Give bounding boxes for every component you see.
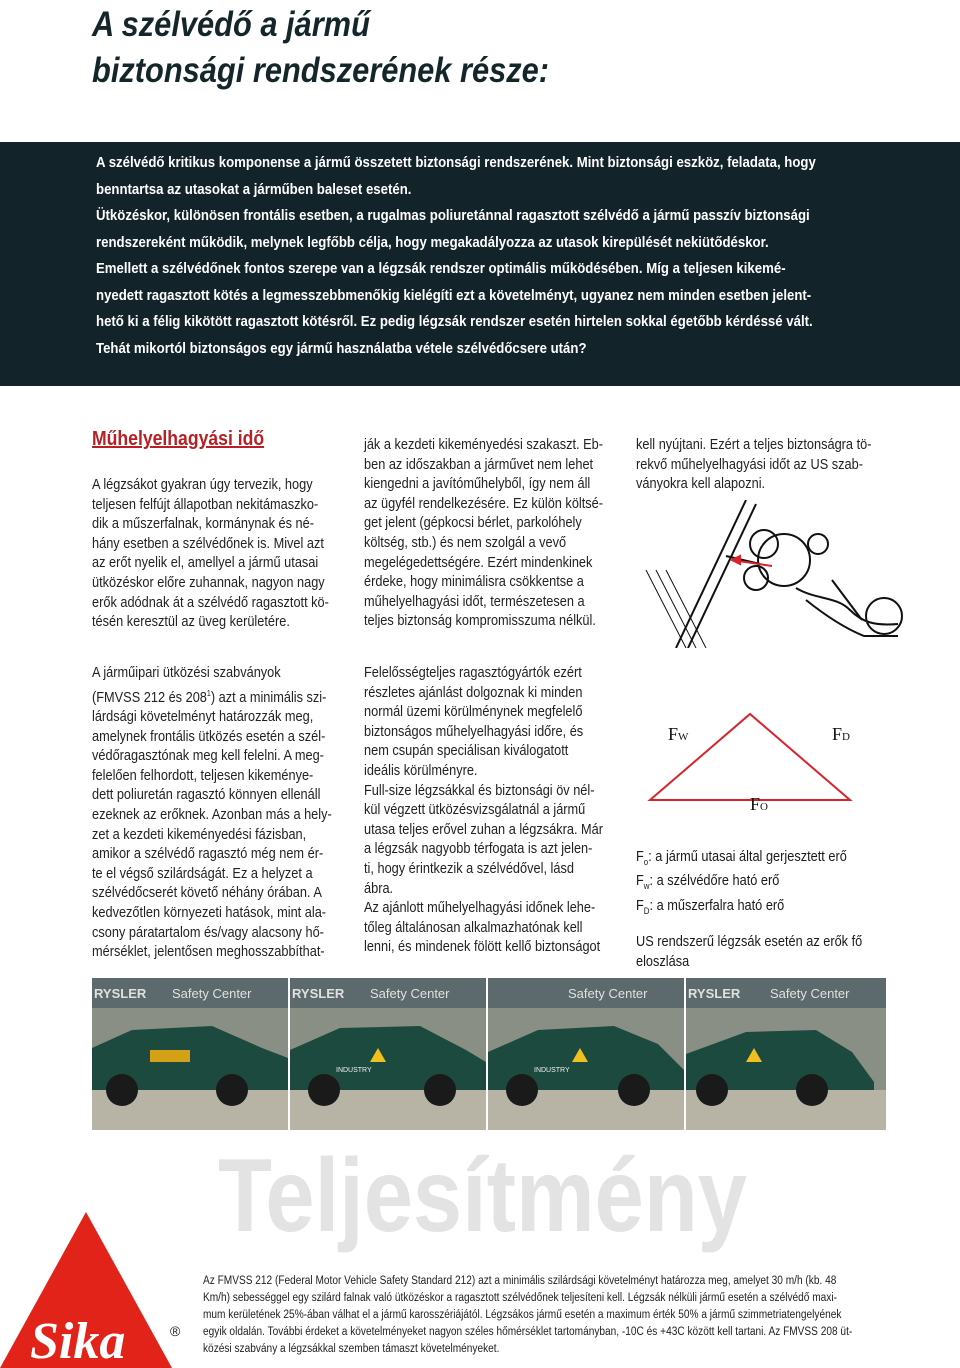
force-triangle-diagram — [636, 700, 960, 820]
crash-test-photos — [92, 978, 886, 1130]
text-line: ben az időszakban a járművet nem lehet — [364, 456, 594, 473]
text-line: normál üzemi körülménynek megfelelő — [364, 704, 583, 721]
label-f: F — [750, 794, 761, 814]
text-line: dett poliuretán ragasztó könnyen ellenáll — [92, 787, 321, 804]
text-line: az ügyfél rendelkezésére. Ez külön költsé- — [364, 495, 604, 512]
airbag-illustration — [636, 500, 960, 648]
legend-row — [636, 848, 862, 872]
footnote — [203, 1273, 872, 1358]
label-f: F — [668, 724, 679, 744]
title-line-1: A szélvédő a jármű — [92, 5, 370, 44]
intro-line: benntartsa az utasokat a járműben baleset esetén. — [96, 180, 412, 198]
text-line: ütközéskor előre zuhannak, nagyon nagy — [92, 574, 325, 591]
text-line: ábra. — [364, 880, 394, 897]
force-triangle — [650, 714, 850, 800]
column-3-top — [636, 436, 891, 495]
label-sub: O — [760, 801, 768, 813]
legend-text: : a műszerfalra ható erő — [649, 897, 785, 914]
performance-watermark: Teljesítmény — [218, 1138, 747, 1254]
windshield-line — [688, 504, 756, 648]
sika-logo — [0, 1212, 192, 1368]
footnote-marker: 1 — [206, 688, 211, 698]
label-sub: W — [678, 731, 689, 743]
legend-caption: eloszlása — [636, 954, 690, 971]
text-line: kiengedni a javítóműhelyből, így nem áll — [364, 476, 591, 493]
text-line: felelően felhordott, teljesen kikeményе- — [92, 767, 314, 784]
label-fo — [750, 794, 768, 814]
text-span: (FMVSS 212 és 208 — [92, 689, 207, 706]
text-line: erők adódnak át a szélvédő ragasztott kö- — [92, 594, 329, 611]
intro-line: rendszereként működik, melynek legfőbb célja, hogy megakadályozza az utasok kirepülését nekiütődéskor. — [96, 233, 769, 251]
car-tag-text: INDUSTRY — [336, 1067, 372, 1074]
text-line: részletes ajánlást dolgoznak ki minden — [364, 684, 583, 701]
footnote-line: Az FMVSS 212 (Federal Motor Vehicle Safety Standard 212) azt a minimális szilárdsági követelményt határozza meg, amelyet 30 m/h (kb. 48 — [203, 1275, 837, 1287]
text-line: amelynek frontális ütközés esetén a szél- — [92, 728, 326, 745]
column-1-top — [92, 476, 374, 633]
occupant-body — [796, 588, 898, 624]
sign-text: Safety Center — [568, 986, 648, 1001]
text-line: lárdsági követelményt határozzák meg, — [92, 709, 314, 726]
legend-symbol: F — [636, 897, 644, 914]
text-line: ti, hogy érintkezik a szélvédővel, lásd — [364, 860, 574, 877]
column-2-bottom — [364, 664, 649, 958]
windshield-line — [676, 500, 746, 648]
text-line: dik a műszerfalnak, kormánynak és né- — [92, 516, 314, 533]
text-line: ideális körülményre. — [364, 762, 478, 779]
intro-line: Emellett a szélvédőnek fontos szerepe van a légzsák rendszer optimális működésében. Míg a teljesen kikemé- — [96, 260, 786, 277]
text-line: védőragasztónak meg kell felelni. A meg- — [92, 748, 324, 765]
text-line: a légzsák nagyobb térfogata is azt jelen- — [364, 841, 593, 858]
registered-mark: ® — [170, 1323, 181, 1339]
crash-photo-image — [92, 978, 288, 1130]
head-circle — [808, 534, 828, 554]
text-line: utasa teljes erővel zuhan a légzsákra. Már — [364, 821, 604, 838]
text-line: Full-size légzsákkal és biztonsági öv nél- — [364, 782, 595, 799]
intro-line: Tehát mikortól biztonságos egy jármű használatba vétele szélvédőcsere után? — [96, 339, 587, 357]
crash-photo-image — [290, 978, 486, 1130]
text-line: az erőt nyelik el, amellyel a jármű utasai — [92, 555, 319, 572]
sika-wordmark: Sika — [30, 1313, 126, 1368]
label-fw — [668, 724, 689, 744]
text-line: zet a kezdeti kikeményedési fázisban, — [92, 826, 307, 843]
text-line: ványokra kell alapozni. — [636, 476, 766, 493]
legend-text: : a jármű utasai által gerjesztett erő — [648, 849, 847, 865]
intro-line: hető ki a félig kikötött ragasztott kötésről. Ez pedig légzsák rendszer esetén hirtelen sokkal égetőbb kérdéssé vált. — [96, 313, 813, 330]
sign-text: Safety Center — [172, 986, 252, 1001]
column-1-bottom — [92, 664, 374, 963]
intro-line: nyedett ragasztott kötés a legmesszebbmenőkig kielégíti ezt a követelményt, ugyanez nem minden esetben jelent- — [96, 286, 812, 304]
legend-row — [636, 872, 862, 896]
text-line: költség, stb.) és nem szolgál a vevő — [364, 534, 567, 551]
text-line: rekvő műhelyelhagyási időt az US szab- — [636, 456, 863, 473]
intro-text — [96, 150, 923, 362]
text-line: teljesen felfújt állapotban nekitámaszko- — [92, 496, 319, 513]
crash-photo — [290, 978, 486, 1130]
text-line: szélvédőcserét követő néhány órában. A — [92, 885, 322, 902]
footnote-line: mum kerületének 25%-ában válhat el a jármű karosszériájától. Légzsákos jármű esetén a maximum érték 50% a jármű szimmetriatengelyének — [203, 1309, 842, 1321]
text-line: te el végső szilárdságát. Ez a helyzet a — [92, 865, 313, 882]
text-line: biztonságos műhelyelhagyási időre, és — [364, 723, 584, 740]
text-line: A légzsákot gyakran úgy tervezik, hogy — [92, 477, 313, 493]
text-line: mérséklet, jelentősen meghosszabbíthat- — [92, 944, 325, 961]
legend-sub: D — [643, 905, 650, 916]
text-span: ) azt a minimális szi- — [210, 689, 327, 706]
crash-photo — [488, 978, 684, 1130]
text-line: teljes biztonság kompromisszuma nélkül. — [364, 613, 596, 630]
intro-line: Ütközéskor, különösen frontális esetben, a rugalmas poliuretánnal ragasztott szélvédő a jármű passzív biztonsági — [96, 207, 810, 224]
hatch-line — [646, 570, 686, 648]
column-2-top — [364, 436, 646, 632]
legend-symbol: F — [636, 873, 644, 890]
text-line: nem csupán speciálisan kiválogatott — [364, 743, 569, 760]
text-line: műhelyelhagyási időt, természetesen a — [364, 593, 585, 610]
text-line: tőleg általánosan alkalmazhatónak kell — [364, 919, 583, 936]
hatch-line — [656, 570, 696, 648]
legend-row — [636, 897, 862, 921]
crash-photo — [686, 978, 886, 1130]
legend-symbol: F — [636, 849, 644, 865]
legend-caption: US rendszerű légzsák esetén az erők fő — [636, 934, 863, 951]
footnote-line: közési szabvány a légzsákkal szemben támaszt követelményeket. — [203, 1343, 500, 1355]
airbag-circle — [758, 534, 810, 586]
text-line: kül végzett ütközésvizsgálatnál a jármű — [364, 802, 586, 819]
sign-text: RYSLER — [292, 986, 345, 1001]
page-title — [92, 2, 796, 94]
title-line-2: biztonsági rendszerének része: — [92, 51, 550, 90]
sign-text: Safety Center — [370, 986, 450, 1001]
text-line: kell nyújtani. Ezért a teljes biztonságra tö- — [636, 437, 872, 453]
text-line: A járműipari ütközési szabványok — [92, 665, 281, 681]
text-line: Felelősségteljes ragasztógyártók ezért — [364, 665, 582, 681]
intro-box — [0, 142, 960, 386]
force-legend — [636, 848, 893, 973]
label-sub: D — [842, 731, 850, 743]
text-line: ezeknek az erőknek. Azonban más a hely- — [92, 806, 332, 823]
intro-line: A szélvédő kritikus komponense a jármű összetett biztonsági rendszerének. Mint biztonsági eszköz, feladata, hogy — [96, 154, 816, 171]
sign-text: Safety Center — [770, 986, 850, 1001]
text-line: csony páratartalom és/vagy alacsony hő- — [92, 924, 324, 941]
sign-text: RYSLER — [94, 986, 147, 1001]
text-line: megelégedettségére. Ezért mindenkinek — [364, 554, 593, 571]
footnote-line: Km/h) sebességgel egy szilárd falnak való ütközéskor a ragasztott szélvédőnek teljesíteni kell. Légzsák nélküli jármű esetén a szélvédő maxi- — [203, 1292, 837, 1304]
crash-photo — [92, 978, 288, 1130]
legend-sub: w — [643, 881, 650, 892]
sign-text: RYSLER — [688, 986, 741, 1001]
text-line: lenni, és mindenek fölött kellő biztonságot — [364, 939, 601, 956]
text-line-footnote-ref — [92, 684, 374, 708]
label-f: F — [832, 724, 843, 744]
text-line: ják a kezdeti kikeményedési szakaszt. Eb- — [364, 437, 604, 453]
occupant-arm — [832, 580, 862, 620]
section-heading: Műhelyelhagyási idő — [92, 428, 265, 450]
text-line: kedvezőtlen környezeti hatások, mint ala- — [92, 904, 327, 921]
knee-circle — [866, 598, 902, 634]
label-fd — [832, 724, 850, 744]
crash-photo-image — [686, 978, 886, 1130]
text-line: hány esetben a szélvédőnek is. Mivel azt — [92, 535, 324, 552]
crash-photo-image — [488, 978, 684, 1130]
legend-sub: o — [643, 856, 649, 867]
text-line: amikor a szélvédő ragasztó még nem ér- — [92, 846, 324, 863]
text-line: érdeke, hogy minimálisra csökkentse a — [364, 574, 584, 591]
text-line: get jelent (gépkocsi bérlet, parkolóhely — [364, 515, 582, 532]
hatch-line — [666, 570, 706, 648]
text-line: Az ajánlott műhelyelhagyási időnek lehe- — [364, 900, 596, 917]
car-tag-text: INDUSTRY — [534, 1067, 570, 1074]
text-line: tésén keresztül az üveg kerületére. — [92, 614, 290, 631]
footnote-line: egyik oldalán. További érdeket a követelményeket nagyon széles hőmérséklet tartományban, -10C és +43C között kell tartani. Az FMVSS 208 üt- — [203, 1326, 853, 1338]
legend-text: : a szélvédőre ható erő — [649, 873, 780, 890]
